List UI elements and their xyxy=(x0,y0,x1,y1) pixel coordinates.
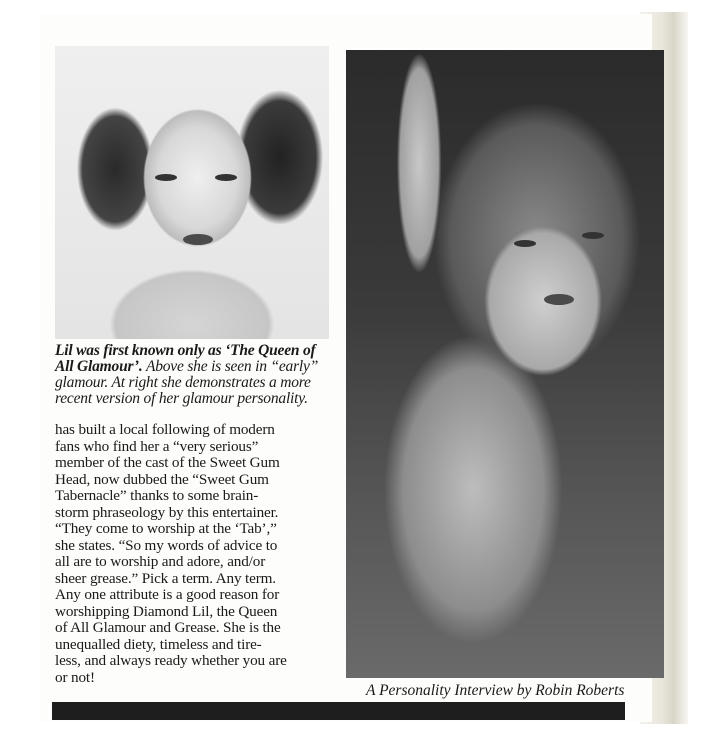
body-line: Any one attribute is a good reason for xyxy=(55,586,280,603)
photo-caption xyxy=(55,343,333,407)
early-glamour-photo xyxy=(55,46,329,339)
footer-bar xyxy=(52,702,625,720)
body-line: worshipping Diamond Lil, the Queen xyxy=(55,602,278,620)
body-line: Tabernacle” thanks to some brain- xyxy=(55,487,259,504)
article-byline: A Personality Interview by Robin Roberts xyxy=(366,682,625,699)
photo-eye-right xyxy=(582,232,604,239)
body-line: storm phraseology by this entertainer. xyxy=(55,503,279,521)
photo-lips xyxy=(544,294,574,305)
photo-lips xyxy=(183,234,213,245)
body-line: sheer grease.” Pick a term. Any term. xyxy=(55,569,276,587)
article-body xyxy=(55,422,335,686)
body-line: unequalled diety, timeless and tire- xyxy=(55,635,262,653)
caption-rest: Above she is seen in “early” glamour. At right she demonstrates a more recent version of her glamour personality. xyxy=(55,358,319,407)
body-line: “They come to worship at the ‘Tab’,” xyxy=(55,520,277,537)
recent-glamour-photo xyxy=(346,50,664,678)
caption-bold: Lil was first known only as ‘The Queen of All Glamour’. xyxy=(55,342,316,375)
body-line: member of the cast of the Sweet Gum xyxy=(55,454,280,471)
photo-eye-right xyxy=(215,174,237,181)
body-line: all are to worship and adore, and/or xyxy=(55,553,266,570)
body-line: Head, now dubbed the “Sweet Gum xyxy=(55,470,269,488)
body-line: less, and always ready whether you are xyxy=(55,652,287,669)
photo-eye-left xyxy=(514,240,536,247)
photo-eye-left xyxy=(155,174,177,181)
body-line: she states. “So my words of advice to xyxy=(55,536,278,554)
body-line: or not! xyxy=(55,668,95,686)
body-line: of All Glamour and Grease. She is the xyxy=(55,619,281,636)
body-line: has built a local following of modern xyxy=(55,421,275,438)
body-line: fans who find her a “very serious” xyxy=(55,437,259,455)
